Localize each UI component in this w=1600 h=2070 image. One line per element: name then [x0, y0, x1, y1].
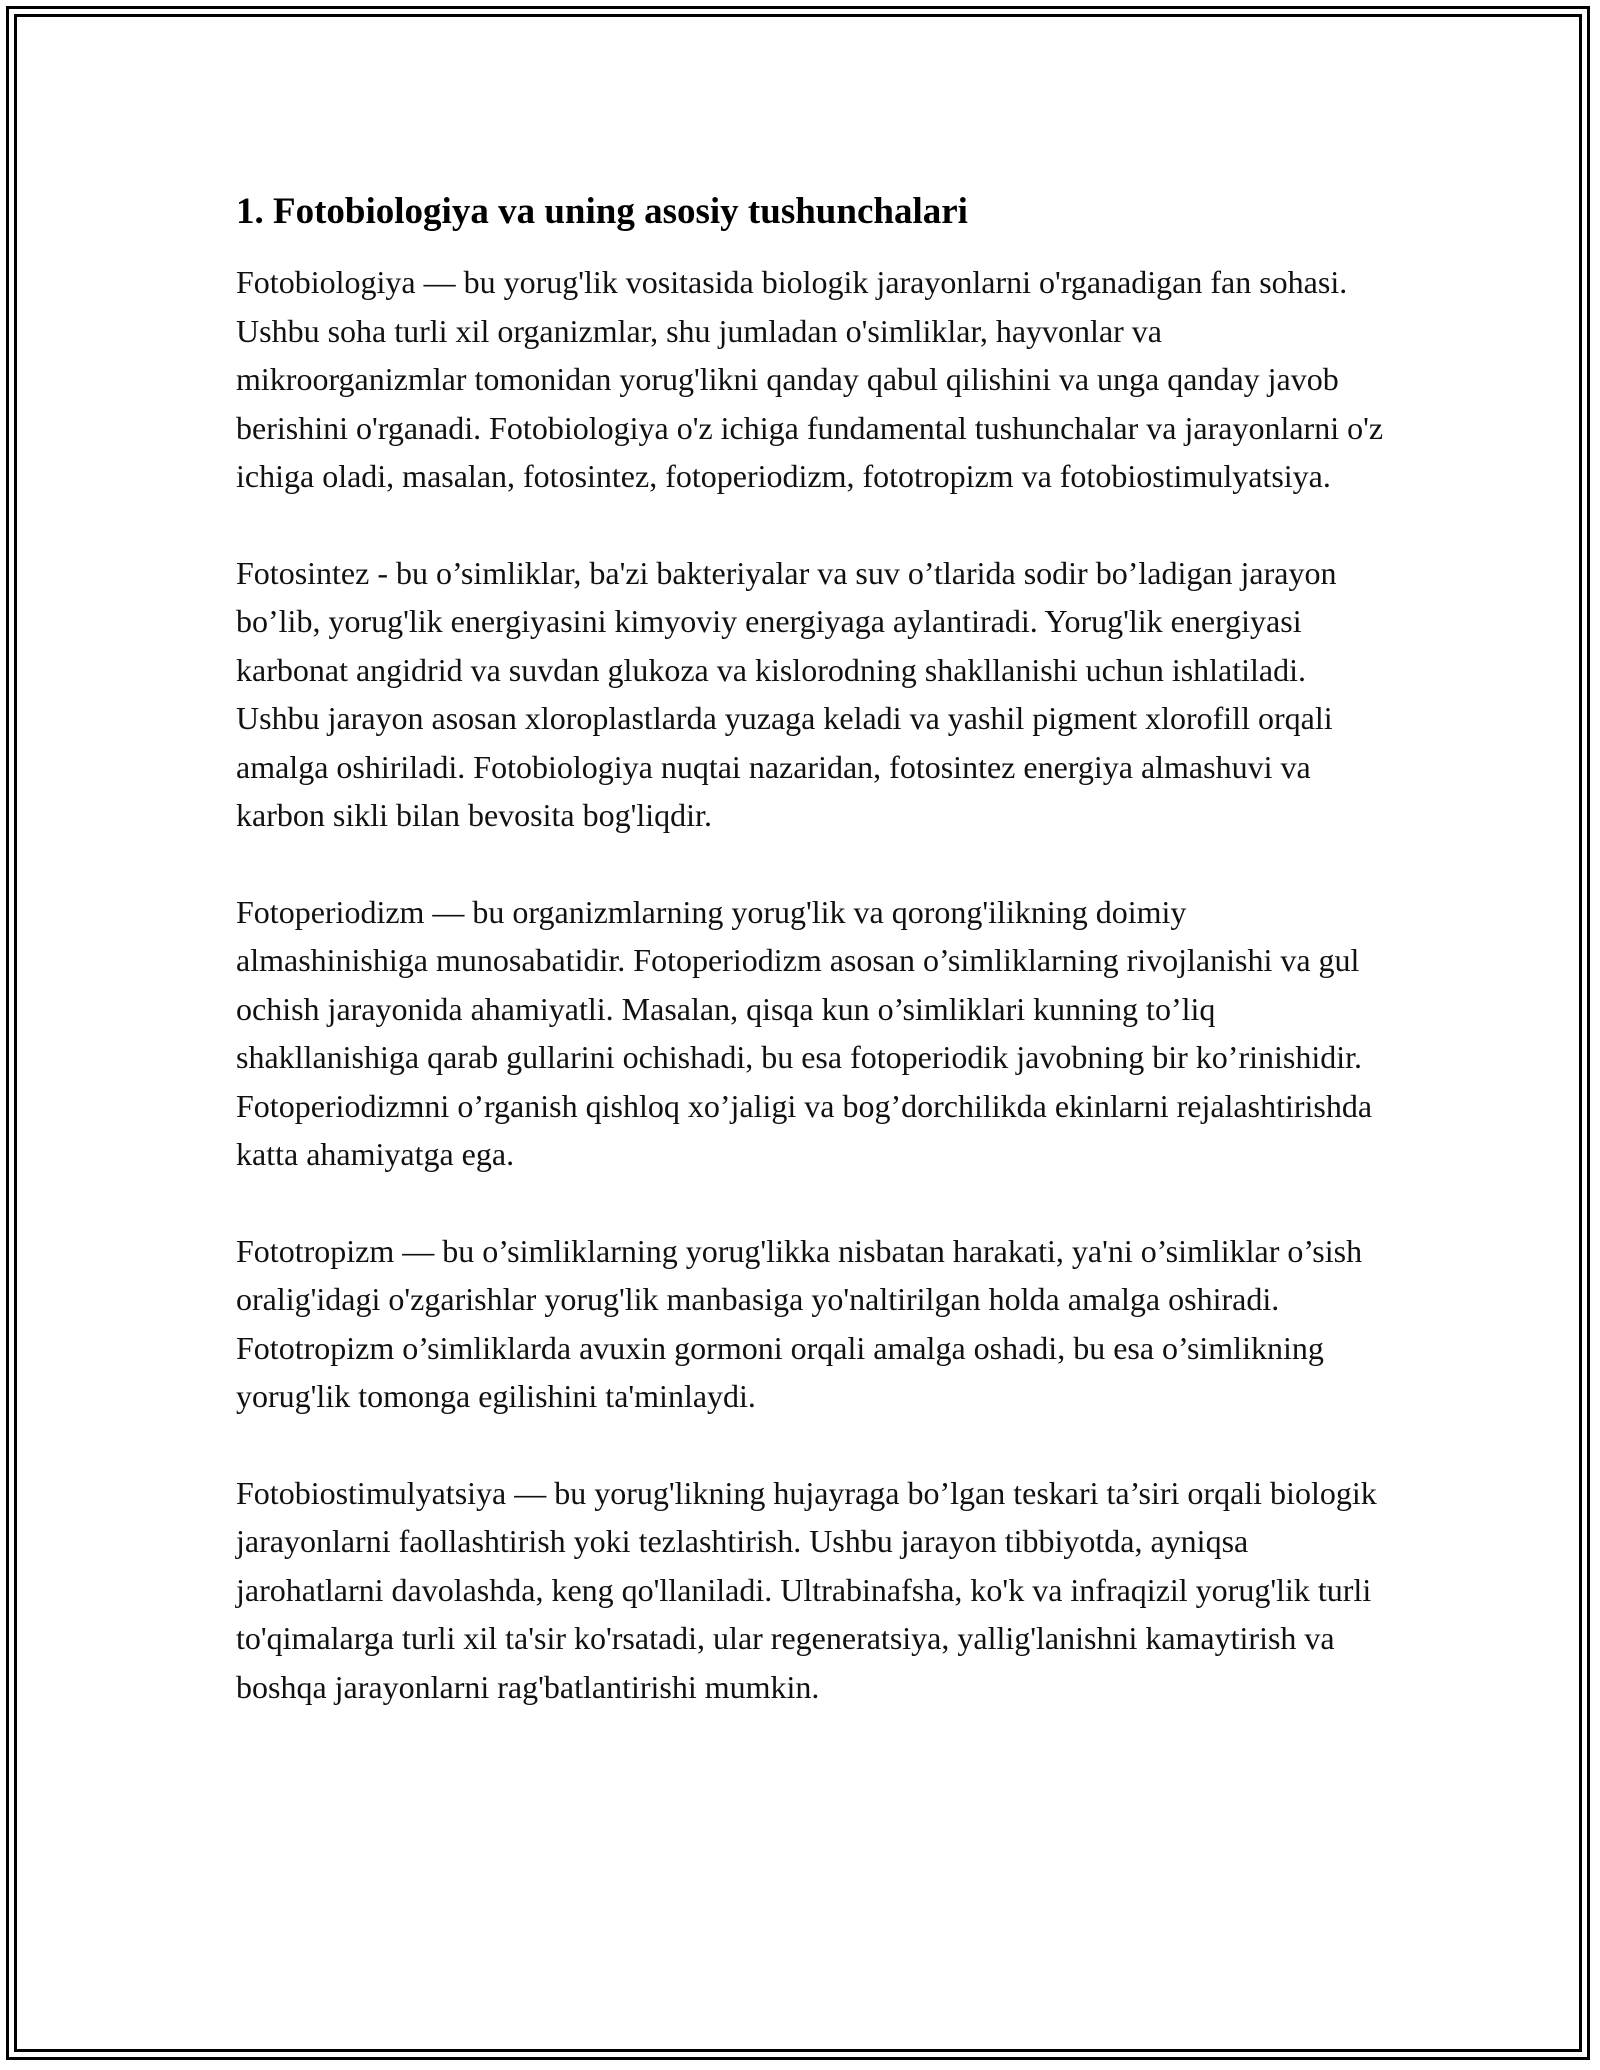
section-heading: 1. Fotobiologiya va uning asosiy tushunchalari: [236, 191, 968, 232]
document-body: [236, 186, 1386, 1759]
paragraph-fototropizm: Fototropizm — bu o’simliklarning yorug'likka nisbatan harakati, ya'ni o’simliklar o’sish oralig'idagi o'zgarishlar yorug'lik manbasiga yo'naltirilgan holda amalga oshiradi. Fototropizm o’simliklarda avuxin gormoni orqali amalga oshadi, bu esa o’simlikning yorug'lik tomonga egilishini ta'minlaydi.: [236, 1232, 1363, 1414]
paragraph-fotoperiodizm: Fotoperiodizm — bu organizmlarning yorug'lik va qorong'ilikning doimiy almashinishiga munosabatidir. Fotoperiodizm asosan o’simliklarning rivojlanishi va gul ochish jarayonida ahamiyatli. Masalan, qisqa kun o’simliklari kunning to’liq shakllanishiga qarab gullarini ochishadi, bu esa fotoperiodik javobning bir ko’rinishidir. Fotoperiodizmni o’rganish qishloq xo’jaligi va bog’dorchilikda ekinlarni rejalashtirishda katta ahamiyatga ega.: [236, 893, 1373, 1172]
paragraph-fotobiologiya: Fotobiologiya — bu yorug'lik vositasida biologik jarayonlarni o'rganadigan fan sohasi. Ushbu soha turli xil organizmlar, shu jumladan o'simliklar, hayvonlar va mikroorganizmlar tomonidan yorug'likni qanday qabul qilishini va unga qanday javob berishini o'rganadi. Fotobiologiya o'z ichiga fundamental tushunchalar va jarayonlarni o'z ichiga oladi, masalan, fotosintez, fotoperiodizm, fototropizm va fotobiostimulyatsiya.: [236, 264, 1384, 494]
paragraph-fotosintez: Fotosintez - bu o’simliklar, ba'zi bakteriyalar va suv o’tlarida sodir bo’ladigan jarayon bo’lib, yorug'lik energiyasini kimyoviy energiyaga aylantiradi. Yorug'lik energiyasi karbonat angidrid va suvdan glukoza va kislorodning shakllanishi uchun ishlatiladi. Ushbu jarayon asosan xloroplastlarda yuzaga keladi va yashil pigment xlorofill orqali amalga oshiriladi. Fotobiologiya nuqtai nazaridan, fotosintez energiya almashuvi va karbon sikli bilan bevosita bog'liqdir.: [236, 554, 1337, 833]
paragraph-fotobiostimulyatsiya: Fotobiostimulyatsiya — bu yorug'likning hujayraga bo’lgan teskari ta’siri orqali biologik jarayonlarni faollashtirish yoki tezlashtirish. Ushbu jarayon tibbiyotda, ayniqsa jarohatlarni davolashda, keng qo'llaniladi. Ultrabinafsha, ko'k va infraqizil yorug'lik turli to'qimalarga turli xil ta'sir ko'rsatadi, ular regeneratsiya, yallig'lanishni kamaytirish va boshqa jarayonlarni rag'batlantirishi mumkin.: [236, 1474, 1377, 1705]
